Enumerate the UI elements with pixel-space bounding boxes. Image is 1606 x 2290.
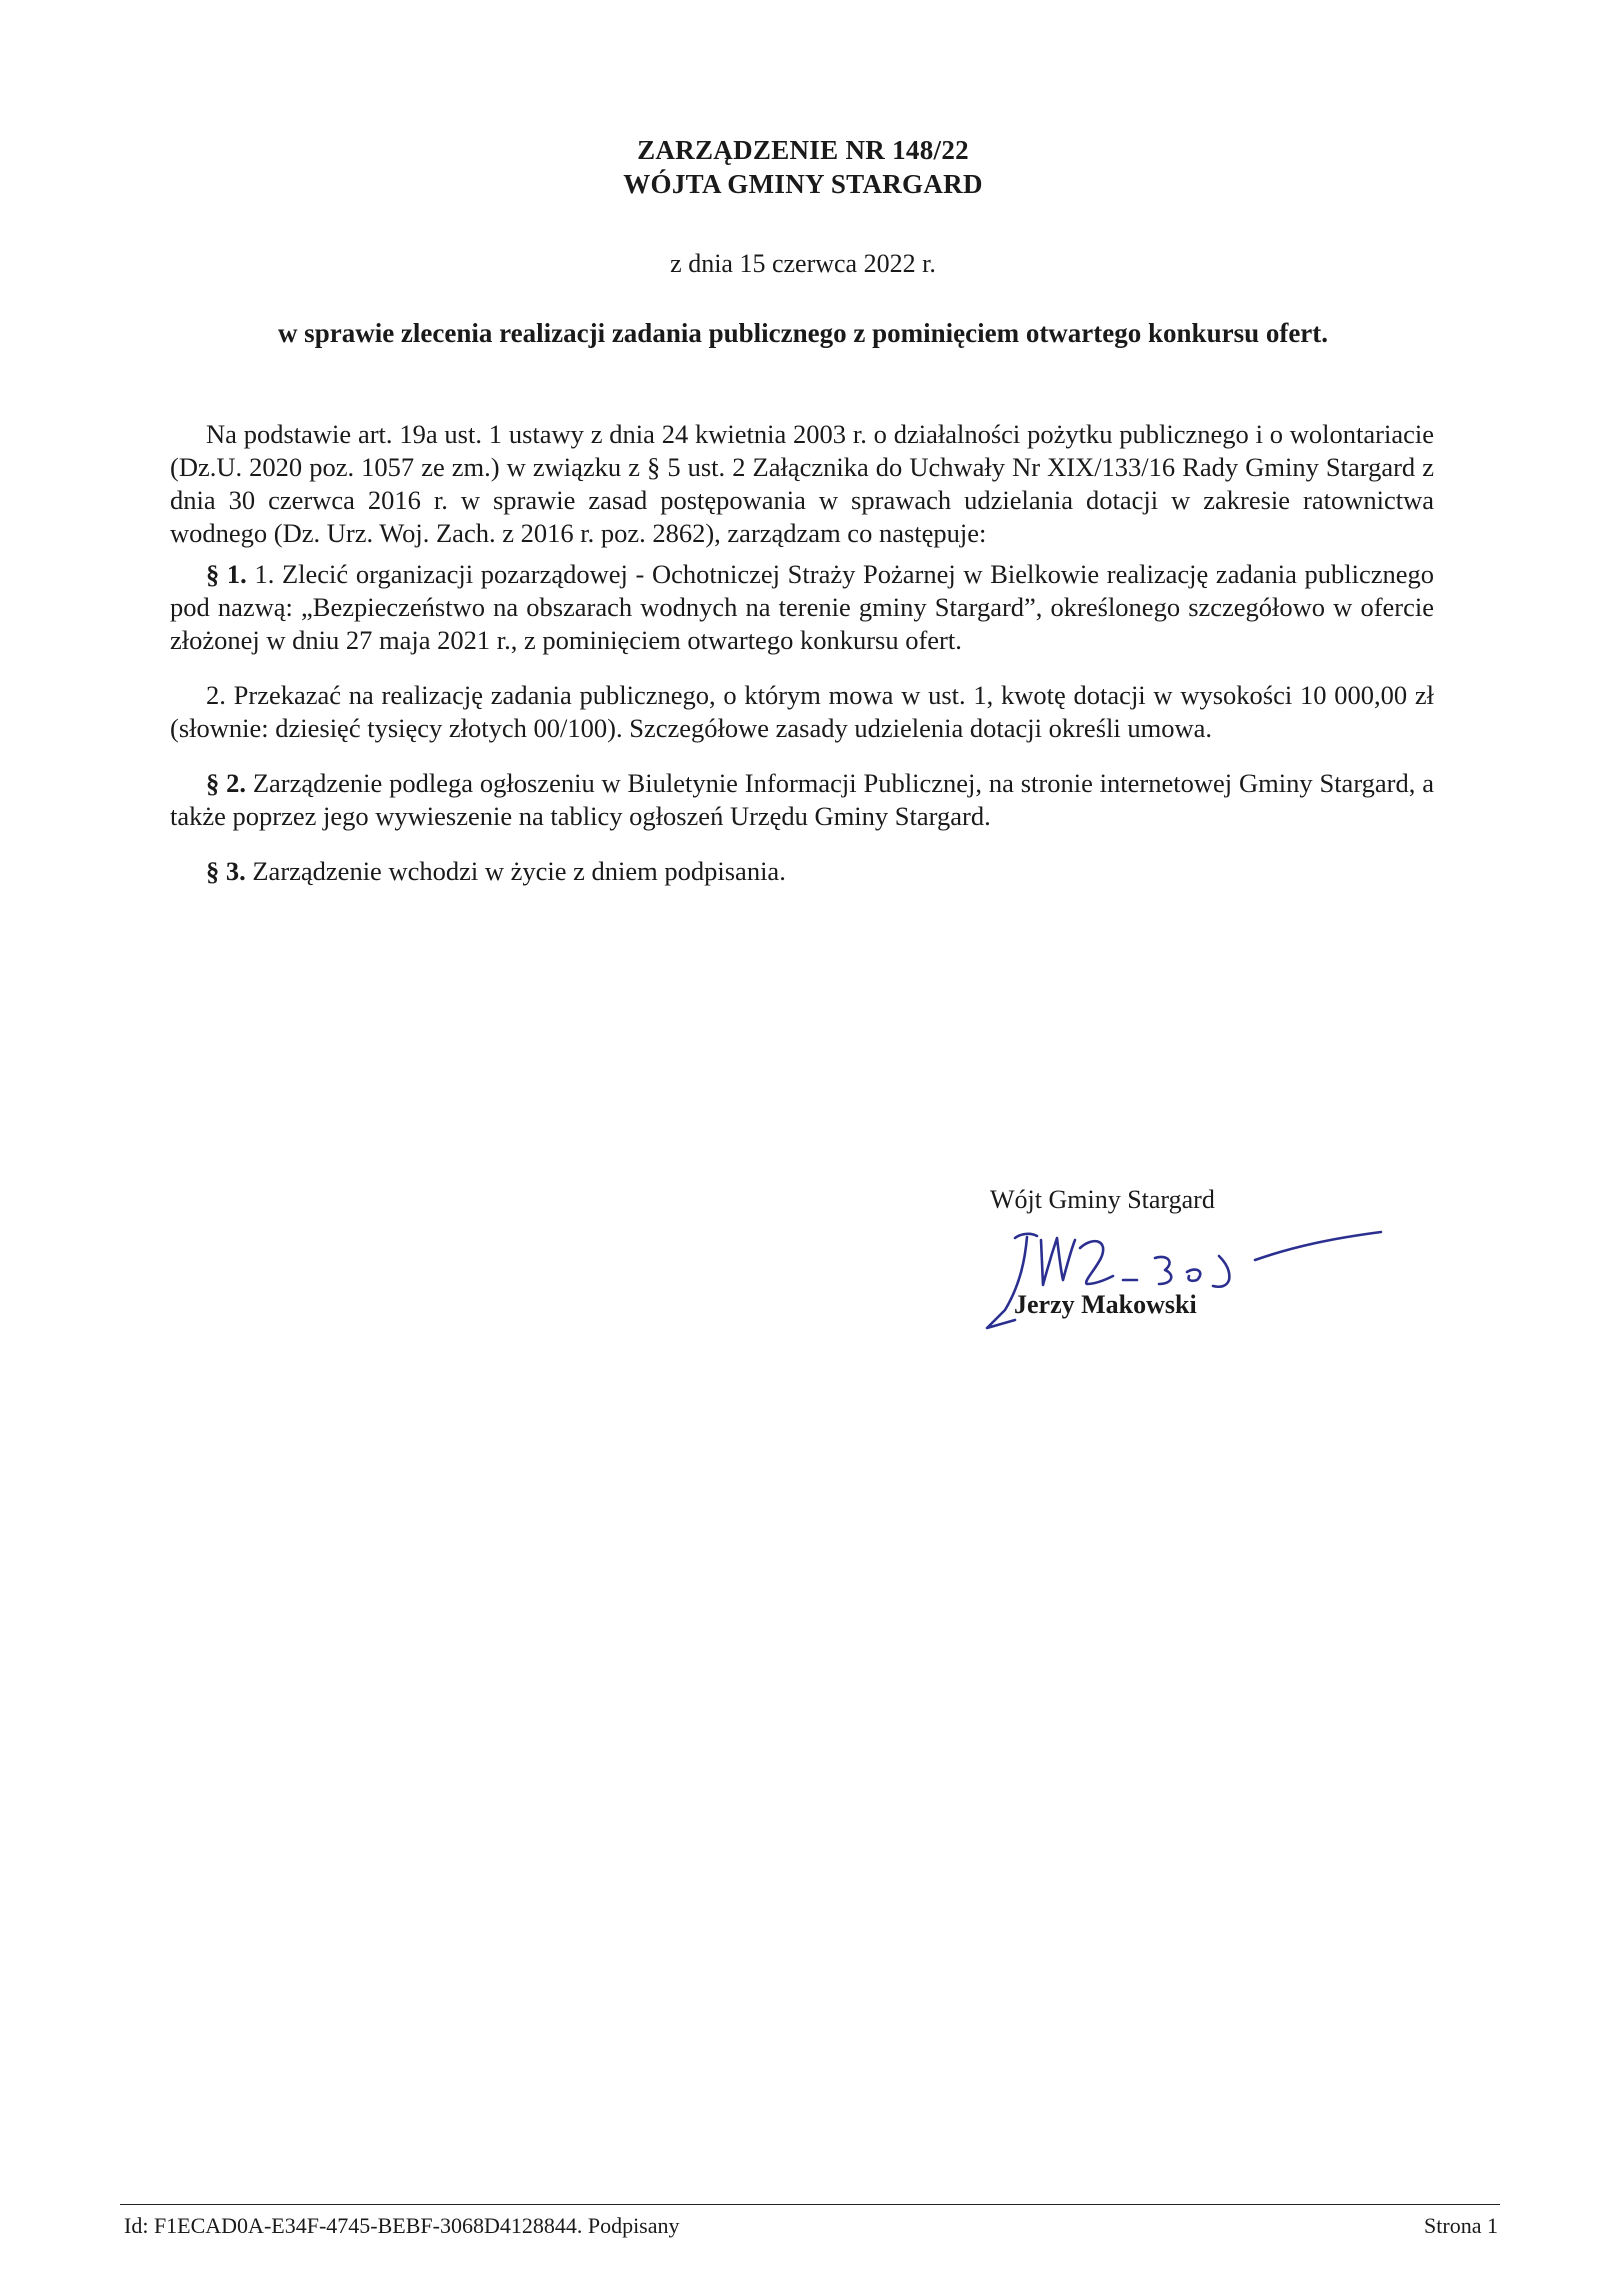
document-id: Id: F1ECAD0A-E34F-4745-BEBF-3068D4128844. Podpisany: [124, 2213, 680, 2238]
page-number: Strona 1: [1424, 2213, 1498, 2238]
section-3-text: Zarządzenie wchodzi w życie z dniem podpisania.: [245, 856, 786, 886]
footer-divider: [120, 2204, 1500, 2205]
section-3-paragraph: [170, 855, 1434, 888]
legal-basis-paragraph: Na podstawie art. 19a ust. 1 ustawy z dnia 24 kwietnia 2003 r. o działalności pożytku publicznego i o wolontariacie (Dz.U. 2020 poz. 1057 ze zm.) w związku z § 5 ust. 2 Załącznika do Uchwały Nr XIX/133/16 Rady Gminy Stargard z dnia 30 czerwca 2016 r. w sprawie zasad postępowania w sprawach udzielania dotacji w zakresie ratownictwa wodnego (Dz. Urz. Woj. Zach. z 2016 r. poz. 2862), zarządzam co następuje:: [170, 419, 1434, 548]
document-body: [170, 418, 1434, 888]
signatory-name: Jerzy Makowski: [1014, 1290, 1197, 1319]
section-2-paragraph: [170, 767, 1434, 833]
document-subject: w sprawie zlecenia realizacji zadania publicznego z pominięciem otwartego konkursu ofert.: [277, 318, 1329, 348]
handwritten-signature: [975, 1210, 1415, 1340]
section-1-paragraph: [170, 558, 1434, 657]
section-1-text: 1. Zlecić organizacji pozarządowej - Ochotniczej Straży Pożarnej w Bielkowie realizację zadania publicznego pod nazwą: „Bezpieczeństwo na obszarach wodnych na terenie gminy Stargard”, określonego szczegółowo w ofercie złożonej w dniu 27 maja 2021 r., z pominięciem otwartego konkursu ofert.: [170, 559, 1435, 655]
signatory-title: Wójt Gminy Stargard: [990, 1185, 1215, 1214]
section-3-label: § 3.: [206, 856, 246, 886]
section-2-text: Zarządzenie podlega ogłoszeniu w Biuletynie Informacji Publicznej, na stronie internetowej Gminy Stargard, a także poprzez jego wywieszenie na tablicy ogłoszeń Urzędu Gminy Stargard.: [170, 768, 1434, 831]
section-2-label: § 2.: [206, 768, 246, 798]
document-title-line1: ZARZĄDZENIE NR 148/22: [637, 135, 969, 165]
section-1-label: § 1.: [206, 559, 247, 589]
document-date: z dnia 15 czerwca 2022 r.: [670, 249, 936, 278]
section-1-point-2: 2. Przekazać na realizację zadania publicznego, o którym mowa w ust. 1, kwotę dotacji w wysokości 10 000,00 zł (słownie: dziesięć tysięcy złotych 00/100). Szczegółowe zasady udzielenia dotacji określi umowa.: [170, 680, 1434, 743]
document-title-line2: WÓJTA GMINY STARGARD: [623, 169, 983, 199]
